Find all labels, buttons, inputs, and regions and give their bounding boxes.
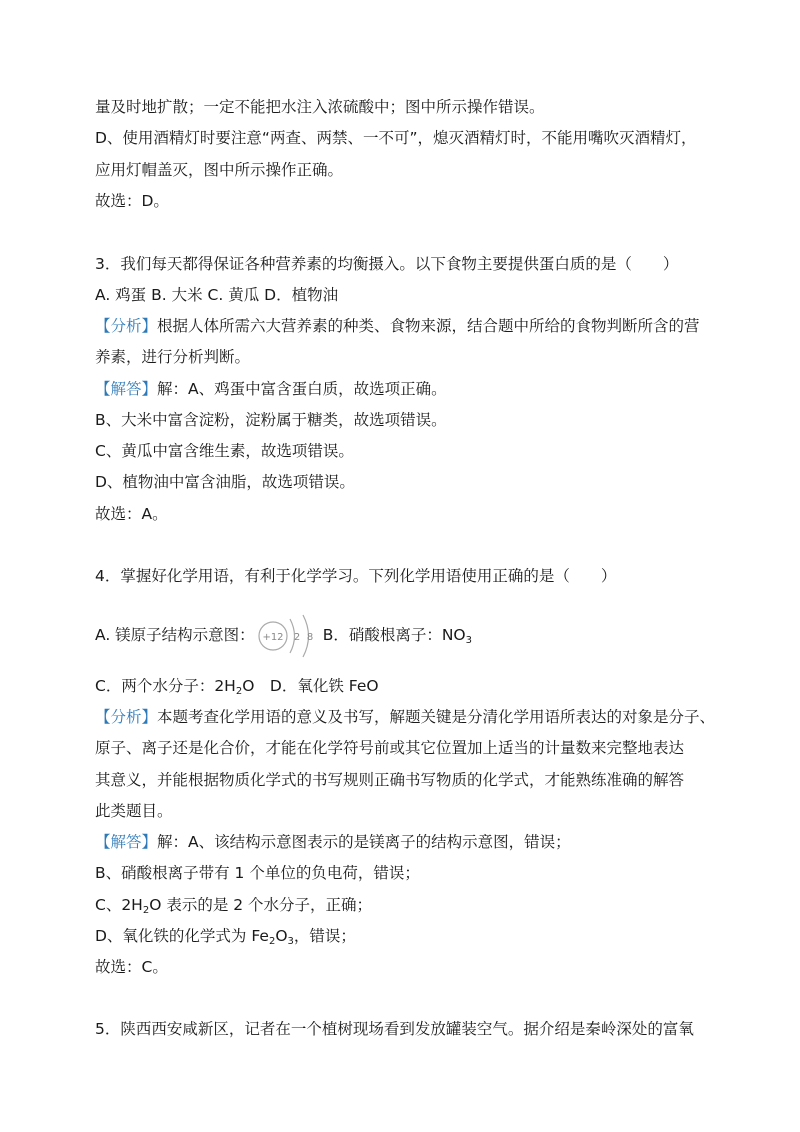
- q4-answer-b: B、硝酸根离子带有 1 个单位的负电荷，错误；: [95, 864, 420, 882]
- q3-answer-d: D、植物油中富含油脂，故选项错误。: [95, 473, 355, 491]
- q2-choose: 故选：D。: [95, 192, 169, 210]
- q3-options: A. 鸡蛋 B. 大米 C. 黄瓜 D．植物油: [95, 286, 339, 304]
- q5-question: 5．陕西西安咸新区，记者在一个植树现场看到发放罐装空气。据介绍是秦岭深处的富氧: [95, 1020, 694, 1038]
- q4-answer-d: D、氧化铁的化学式为 $Fe_2O_3$，错误；: [95, 927, 356, 947]
- q2-option-d-line2: 应用灯帽盖灭，图中所示操作正确。: [95, 161, 344, 179]
- q4-analysis-line2: 原子、离子还是化合价，才能在化学符号前或其它位置加上适当的计量数来完整地表达: [95, 739, 685, 757]
- atom-shell1-label: 2: [293, 631, 300, 643]
- q4-choose: 故选：C。: [95, 958, 168, 976]
- answer-tag: 【解答】: [95, 380, 158, 398]
- q4-analysis-line3: 其意义，并能根据物质化学式的书写规则正确书写物质的化学式，才能熟练准确的解答: [95, 771, 685, 789]
- q4-answer-line1: 【解答】解：A、该结构示意图表示的是镁离子的结构示意图，错误；: [95, 833, 571, 851]
- q3-answer-b: B、大米中富含淀粉，淀粉属于糖类，故选项错误。: [95, 411, 447, 429]
- q3-answer-c: C、黄瓜中富含维生素，故选项错误。: [95, 442, 354, 460]
- analysis-tag: 【分析】: [95, 708, 158, 726]
- q3-analysis-line2: 养素，进行分析判断。: [95, 348, 251, 366]
- answer-tag: 【解答】: [95, 833, 158, 851]
- q3-analysis-line1: 【分析】根据人体所需六大营养素的种类、食物来源，结合题中所给的食物判断所含的营: [95, 317, 700, 335]
- q3-choose: 故选：A。: [95, 505, 168, 523]
- q4-options-cd: C．两个水分子：$2H_2O$ D．氧化铁 FeO: [95, 677, 379, 697]
- q4-analysis-line4: 此类题目。: [95, 802, 173, 820]
- q4-analysis-line1: 【分析】本题考查化学用语的意义及书写，解题关键是分清化学用语所表达的对象是分子、: [95, 708, 716, 726]
- analysis-tag: 【分析】: [95, 317, 158, 335]
- atom-nucleus-label: +12: [262, 631, 284, 643]
- q4-options-ab: A. 镁原子结构示意图： +12 2 8 B．硝酸根离子：$NO_3$: [95, 612, 472, 659]
- q4-question: 4．掌握好化学用语，有利于化学学习。下列化学用语使用正确的是（ ）: [95, 567, 617, 585]
- q3-answer-line1: 【解答】解：A、鸡蛋中富含蛋白质，故选项正确。: [95, 380, 447, 398]
- q3-question: 3．我们每天都得保证各种营养素的均衡摄入。以下食物主要提供蛋白质的是（ ）: [95, 255, 679, 273]
- atom-shell2-label: 8: [306, 631, 313, 643]
- q2-option-d-line1: D、使用酒精灯时要注意“两查、两禁、一不可”，熄灭酒精灯时，不能用嘴吹灭酒精灯，: [95, 129, 697, 147]
- q4-answer-c: C、$2H_2O$ 表示的是 2 个水分子，正确；: [95, 896, 373, 916]
- q2-continuation-line: 量及时地扩散；一定不能把水注入浓硫酸中；图中所示操作错误。: [95, 98, 545, 116]
- magnesium-atom-diagram: [257, 613, 319, 659]
- q4-option-a: A. 镁原子结构示意图：: [95, 626, 255, 644]
- q4-option-b: B．硝酸根离子：NO: [322, 626, 466, 644]
